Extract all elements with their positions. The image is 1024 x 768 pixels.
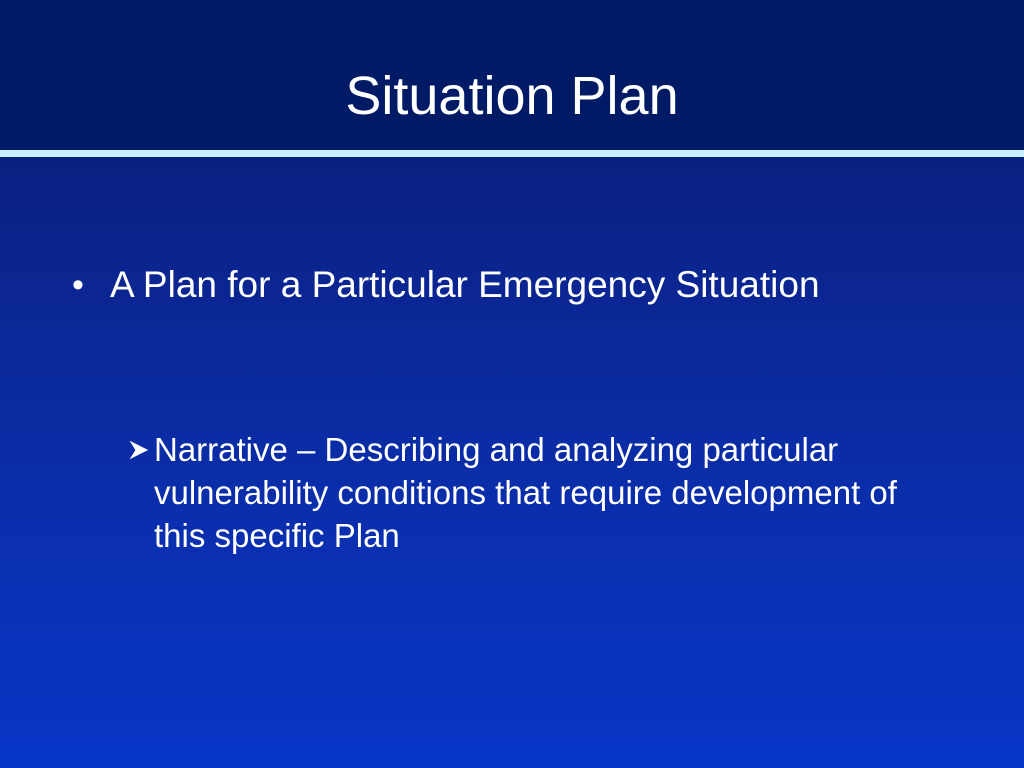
bullet-item — [72, 262, 972, 308]
arrowhead-bullet-icon — [128, 428, 154, 471]
bullet-text: A Plan for a Particular Emergency Situation — [110, 264, 820, 305]
subbullet-text: Narrative – Describing and analyzing particular vulnerability conditions that require development of this specific Plan — [154, 431, 897, 554]
slide-title: Situation Plan — [345, 66, 679, 126]
bullet-dot-icon: • — [72, 266, 84, 304]
title-divider — [0, 150, 1024, 157]
subbullet-item — [128, 428, 968, 557]
